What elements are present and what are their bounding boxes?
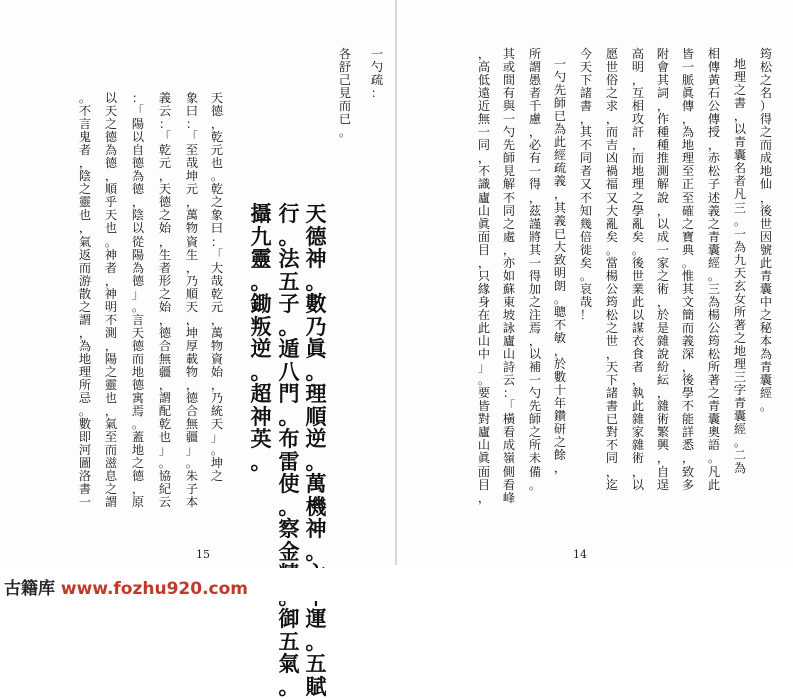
footer-url: www.fozhu920.com	[60, 579, 248, 599]
text-column-10: 所 謂 愚 者 千 慮 ， 必 有 一 得 ， 茲 謹 將 其 一 得 加 之 注 焉 ， 以 補 一 勺 先 師 之 所 未 備 。	[528, 47, 542, 492]
text-column-8: 今 天 下 諸 書 ， 其 不 同 者 又 不 知 幾 倍 徙 矣 。 哀 哉 ！	[579, 47, 593, 322]
text-column-4: 皆 一 脈 眞 傳 ， 為 地 理 至 正 至 確 之 寶 典 。 惟 其 文 簡 而 義 深 ， 後 學 不 能 詳 悉 ， 致 多	[681, 47, 695, 492]
text-column-5: 附 會 其 詞 ， 作 種 種 推 測 解 說 ， 以 成 一 家 之 術 ， 於 是 雜 說 紛 紜 ， 雜 術 繁 興 ， 自 逞	[656, 47, 670, 492]
footer-brand: 古籍库	[4, 579, 55, 599]
site-footer	[0, 568, 793, 601]
text-column-11: 其 或 間 有 與 一 勺 先 師 見 解 不 同 之 處 ， 亦 如 蘇 東 坡 詠 廬 山 詩 云 ： 「 橫 看 成 嶺 側 看 峰	[502, 47, 516, 505]
commentary-column-5: 以 天 之 德 為 德 ， 順 乎 天 也 。 神 者 ， 神 明 不 測 ， 陽 之 靈 也 ， 氣 至 而 滋 息 之 謂	[104, 91, 118, 510]
commentary-column-4: ： 「 陽 以 自 德 為 德 ， 陰 以 從 陽 為 德 」 。 言 天 德 而 地 德 寓 焉 。 蓋 地 之 德 ， 原	[131, 91, 145, 510]
footer-watermark[interactable]	[4, 574, 248, 599]
page-number: 14	[573, 548, 587, 561]
header-label: 一 勺 疏 ：	[370, 47, 384, 101]
commentary-column-3: 義 云 ： 「 乾 元 ， 天 德 之 始 ， 生 者 形 之 始 ， 德 合 無 疆 ， 謂 配 乾 也 」 。 協 紀 云	[158, 91, 172, 510]
text-column-12: ， 高 低 遠 近 無 一 同 ， 不 識 廬 山 眞 面 目 ， 只 緣 身 在 此 山 中 」 。 要 皆 對 廬 山 眞 面 目 ，	[477, 47, 491, 505]
right-page	[397, 0, 793, 565]
commentary-column-6: 。 不 言 鬼 者 ， 陰 之 靈 也 ， 氣 返 而 游 散 之 謂 ， 為 地 理 所 忌 。 數 即 河 圖 洛 書 一	[78, 91, 92, 510]
commentary-column-1: 天 德 ， 乾 元 也 。 乾 之 象 曰 ： 「 大 哉 乾 元 ， 萬 物 資 始 ， 乃 統 天 」 。 坤 之	[210, 91, 224, 484]
big-tail-text: 各 舒 己 見 而 已 。	[338, 47, 352, 140]
page-number: 15	[196, 548, 210, 561]
text-column-7: 愿 世 俗 之 求 ， 而 吉 凶 禍 福 又 大 亂 矣 。 當 楊 公 筠 松 之 世 ， 天 下 諸 書 已 對 不 同 ， 迄	[605, 47, 619, 492]
verse-column-3: 攝 九 靈 。 鋤 叛 逆 。 超 神 英 。	[250, 201, 272, 474]
verse-column-1: 天 德 神 。 數 乃 眞 。 理 順 逆 。 萬 機 神 。 運 。 五 賦	[305, 201, 327, 699]
text-column-2: 地 理 之 書 ， 以 青 囊 名 者 凡 三 。 一 為 九 天 玄 女 所 著 之 地 理 三 字 青 囊 經 。 二 為	[733, 57, 747, 476]
text-column-1: 筠 松 之 名 ） 得 之 而 成 地 仙 ， 後 世 因 號 此 青 囊 中 之 秘 本 為 青 囊 經 。	[759, 47, 773, 414]
commentary-column-2: 象 曰 ： 「 至 哉 坤 元 ， 萬 物 資 生 ， 乃 順 天 ， 坤 厚 載 物 ， 德 合 無 疆 」 。 朱 子 本	[185, 91, 199, 510]
verse-column-2: 行 。 法 五 子 。 遁 八 門 。 布 雷 使 。 察 金 御 五 氣 。	[278, 201, 300, 699]
text-column-3: 相 傳 黃 石 公 傳 授 ， 赤 松 子 述 義 之 青 囊 經 。 三 為 楊 公 筠 松 所 著 之 青 囊 奧 語 。 凡 此	[707, 47, 721, 492]
text-column-6: 高 明 ， 互 相 攻 訐 ， 而 地 理 之 學 亂 矣 。 後 世 業 此 以 謀 衣 食 者 ， 執 此 雜 家 雜 術 ， 以	[631, 47, 645, 492]
text-column-9: 一 勺 先 師 已 為 此 經 疏 義 ， 其 義 已 大 致 明 朗 。 聰 不 敏 ， 於 數 十 年 鑽 研 之 餘 ，	[553, 57, 567, 476]
